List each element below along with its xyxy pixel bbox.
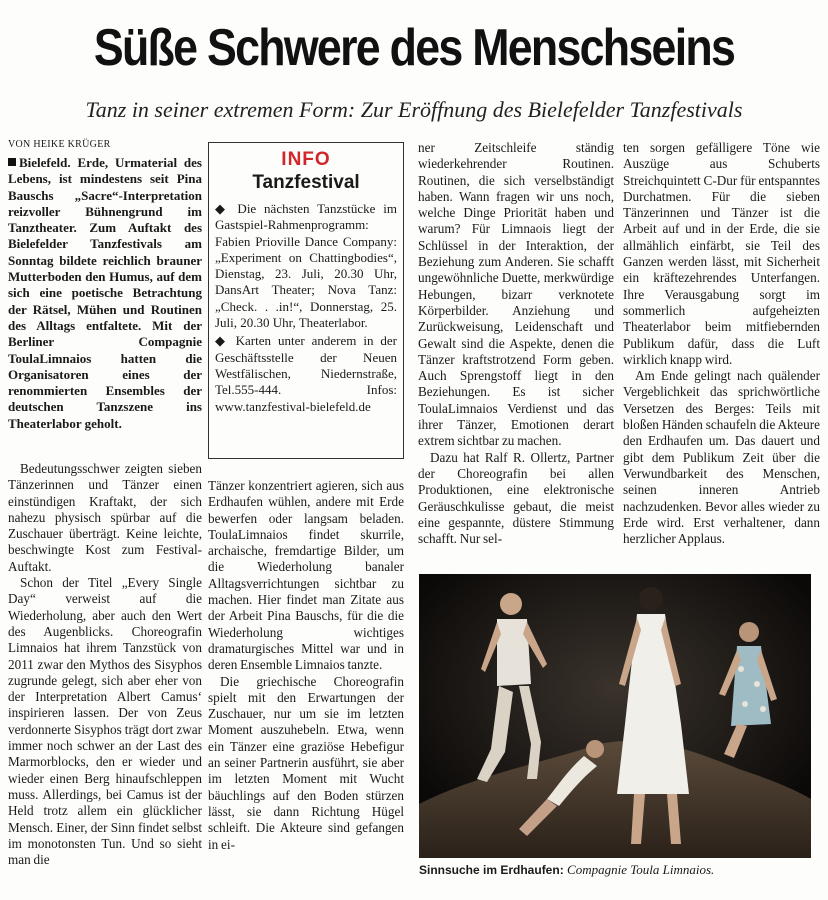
author-byline: VON HEIKE KRÜGER	[8, 139, 111, 150]
col2-paragraph: Tänzer konzentriert agieren, sich aus Erdhaufen wühlen, andere mit Erde bewerfen oder langsam beladen. ToulaLimnaios findet skurrile, archaische, fremdartige Bilder, um die Wiederholung banaler Alltagsverrichtungen sichtbar zu machen. Hier findet man Zitate aus der Arbeit Pina Bauschs, für die die Wiederholung wichtiges dramaturgisches Mittel war und in deren Ensemble Limnaios tanzte.	[208, 478, 404, 673]
caption-credit: Compagnie Toula Limnaios.	[567, 862, 715, 877]
col1-paragraph: Schon der Titel „Every Single Day“ verweist auf die Wiederholung, aber auch den Wert des Augenblicks. Choreografin Limnaios hat ihrem Tanzstück von 2011 zwar den Mythos des Sisyphos zugrunde gelegt, sich aber eher von der Interpretation Albert Camus‘ inspirieren lassen. Der von Zeus verdonnerte Sisyphos trägt dort zwar immer noch schwer an der Last des Marmorblocks, den er wieder und wieder einen Berg hinaufschleppen muss. Allerdings, bei Camus ist der Held trotz allem ein glücklicher Mensch. Einer, der Sinn findet selbst im monotonsten Tun. Und so sieht man die	[8, 575, 202, 868]
col2-paragraph: Die griechische Choreografin spielt mit den Erwartungen der Zuschauer, nur um sie im letzten Moment auszuhebeln. Etwa, wenn ein Tänzer eine graziöse Hebefigur an seiner Partnerin ausführt, sie aber im letzten Moment mit Wucht bäuchlings auf den Boden stürzen lässt, sie dann Richtung Hügel schleift. Die Akteure sind gefangen in ei-	[208, 673, 404, 852]
info-item: ◆ Karten unter anderem in der Geschäftsstelle der Neuen Westfälischen, Niedernstraße, Tel.555-444. Infos: www.tanzfestival-bielefeld.de	[215, 333, 397, 414]
column-3	[418, 140, 614, 547]
info-body	[215, 201, 397, 415]
info-tag: INFO	[281, 149, 331, 170]
lead-paragraph	[8, 155, 202, 432]
headline: Süße Schwere des Menschseins	[93, 19, 735, 77]
column-2	[208, 478, 404, 853]
col3-paragraph: Dazu hat Ralf R. Ollertz, Partner der Choreografin bei allen Produktionen, eine elektronische Geräuschkulisse gebaut, die meist eine gespannte, düstere Stimmung schafft. Nur sel-	[418, 449, 614, 547]
photo-caption	[419, 862, 714, 878]
column-4	[623, 140, 820, 547]
dance-photo	[419, 574, 811, 858]
square-bullet-icon	[8, 158, 16, 166]
info-item: ◆ Die nächsten Tanzstücke im Gastspiel-Rahmenprogramm: Fabien Prioville Dance Company: „Experiment on Chattingbodies“, Dienstag, 23. Juli, 20.30 Uhr, DansArt Theater; Nova Tanz: „Check. . .in!“, Donnerstag, 25. Juli, 20.30 Uhr, Theaterlabor.	[215, 201, 397, 331]
column-1	[8, 461, 202, 868]
dance-photo-illustration	[419, 574, 811, 858]
caption-label: Sinnsuche im Erdhaufen:	[419, 863, 564, 877]
info-title: Tanzfestival	[252, 172, 360, 193]
col4-paragraph: Am Ende gelingt nach quälender Vergeblichkeit das sprichwörtliche Versetzen des Berges: Teils mit bloßen Händen schaufeln die Akteure den Erdhaufen um. Das dauert und gibt dem Publikum Zeit über die Verwundbarkeit des Menschen, seinen inneren Antrieb nachzudenken. Bevor alles wieder zu Erde wird. Erst verhaltener, dann herzlicher Applaus.	[623, 368, 820, 547]
col4-paragraph: ten sorgen gefälligere Töne wie Auszüge aus Schuberts Streichquintett C-Dur für entspanntes Durchatmen. Für die sieben Tänzerinnen und Tänzer ist die Arbeit auf und in der Erde, die sie allmählich einfärbt, sie Teil des Ganzen werden lässt, mit Sicherheit ein kräftezehrendes Unterfangen. Ihre Verausgabung sorgt im sommerlich aufgeheizten Theaterlabor beim mitfiebernden Publikum dafür, dass die Luft wirklich knapp wird.	[623, 140, 820, 367]
col1-paragraph: Bedeutungsschwer zeigten sieben Tänzerinnen und Tänzer einen einstündigen Kraftakt, der sich nahezu physisch spürbar auf die Zuschauer überträgt. Keine leichte, beschwingte Kost zum Festival-Auftakt.	[8, 461, 202, 574]
info-box	[208, 142, 404, 459]
subheadline: Tanz in seiner extremen Form: Zur Eröffnung des Bielefelder Tanzfestivals	[85, 97, 743, 122]
col3-paragraph: ner Zeitschleife ständig wiederkehrender Routinen. Routinen, die sich verselbständigt haben. Wann fragen wir uns noch, welche Dinge Priorität haben und warum? Für Limnaois liegt der Schlüssel in der Interaktion, der Beziehung zum Anderen. Sie schafft ungewöhnliche Duette, merkwürdige Hebungen, bizarr verknotete Körperbilder. Anziehung und Zurückweisung, Leidenschaft und Gewalt sind die Aspekte, denen die Tänzer kraftstrotzend Form geben. Auch Sprengstoff liegt in den Beziehungen. Es ist sicher ToulaLimnaios Verdienst und das ihrer Tänzer, Emotionen derart extrem sichtbar zu machen.	[418, 140, 614, 449]
lead-text: Bielefeld. Erde, Urmaterial des Lebens, ist mindestens seit Pina Bauschs „Sacre“-Interpretation reizvoller Bühnengrund im Tanztheater. Zum Auftakt des Bielefelder Tanzfestivals am Sonntag bildete reichlich brauner Mutterboden den Humus, auf dem sich eine poetische Betrachtung der Rätsel, Mühen und Routinen des Alltags entfaltete. Mit der Berliner Compagnie ToulaLimnaios hatten die Organisatoren eines der renommierten Ensembles der deutschen Tanzszene ins Theaterlabor geholt.	[8, 155, 202, 431]
